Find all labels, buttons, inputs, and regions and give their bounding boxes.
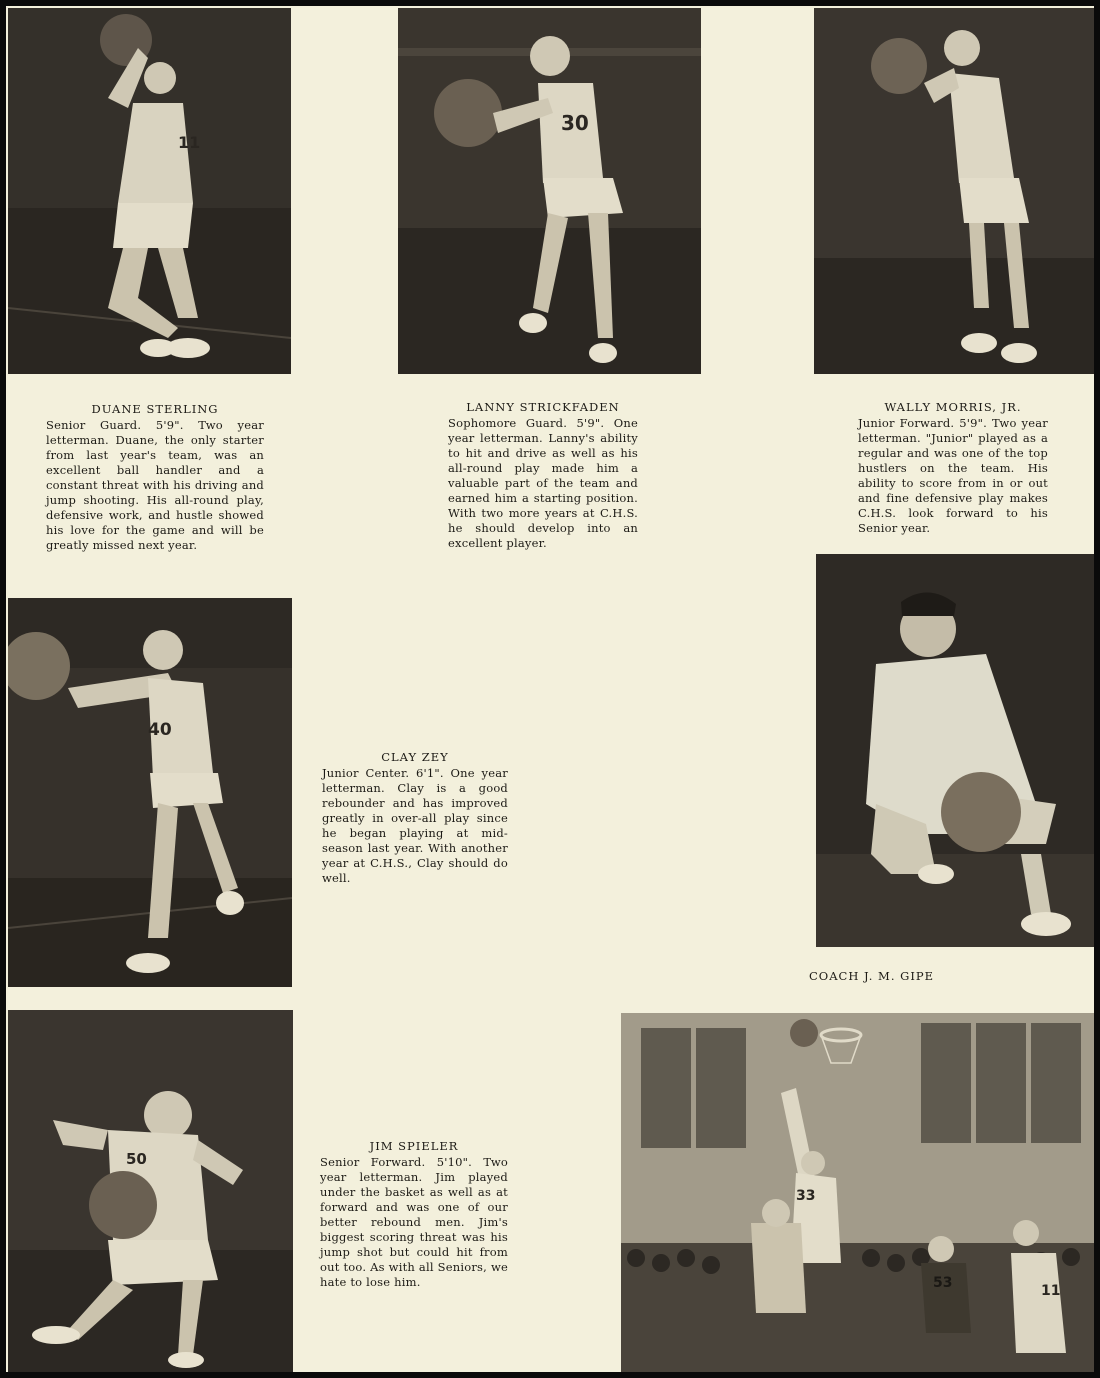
- photo-jim-spieler: [8, 1010, 293, 1372]
- caption-clay-zey: [322, 750, 508, 886]
- jersey-number: 53: [933, 1275, 953, 1291]
- jersey-number: 50: [126, 1150, 147, 1168]
- caption-duane-sterling: [46, 402, 264, 553]
- caption-jim-spieler: [320, 1139, 508, 1290]
- jersey-number: 30: [561, 111, 589, 135]
- photo-clay-zey: [8, 598, 292, 987]
- player-bio: Sophomore Guard. 5'9". One year letterman. Lanny's ability to hit and drive as well as his all-round play made him a valuable part of the team and earned him a starting position. With two more years at C.H.S. he should develop into an excellent player.: [448, 416, 638, 550]
- jersey-number: 33: [796, 1188, 816, 1204]
- player-name: JIM SPIELER: [369, 1139, 459, 1153]
- player-bio: Senior Guard. 5'9". Two year letterman. Duane, the only starter from last year's team, was an excellent ball handler and a constant threat with his driving and jump shooting. His all-round play, defensive work, and hustle showed his love for the game and will be greatly missed next year.: [46, 418, 264, 552]
- photo-coach: [816, 554, 1094, 947]
- caption-wally-morris: [858, 400, 1048, 536]
- jersey-number: 11: [178, 133, 201, 152]
- photo-wally-morris: [814, 8, 1094, 374]
- player-name: CLAY ZEY: [381, 750, 449, 764]
- player-bio: Junior Forward. 5'9". Two year letterman. "Junior" played as a regular and was one of the top hustlers on the team. His ability to score from in or out and fine defensive play makes C.H.S. look forward to his Senior year.: [858, 416, 1048, 535]
- photo-game-action: [621, 1013, 1094, 1372]
- caption-lanny-strickfaden: [448, 400, 638, 551]
- player-name: DUANE STERLING: [91, 402, 219, 416]
- coach-label: COACH J. M. GIPE: [809, 969, 934, 983]
- photo-lanny-strickfaden: [398, 8, 701, 374]
- yearbook-page: [6, 6, 1094, 1372]
- player-name: WALLY MORRIS, JR.: [884, 400, 1022, 414]
- jersey-number: 40: [148, 720, 172, 740]
- jersey-number: 11: [1041, 1283, 1061, 1299]
- photo-duane-sterling: [8, 8, 291, 374]
- player-bio: Senior Forward. 5'10". Two year letterman. Jim played under the basket as well as at forward and was one of our better rebound men. Jim's biggest scoring threat was his jump shot but could hit from out too. As with all Seniors, we hate to lose him.: [320, 1155, 508, 1289]
- player-bio: Junior Center. 6'1". One year letterman. Clay is a good rebounder and has improved greatly in over-all play since he began playing at mid-season last year. With another year at C.H.S., Clay should do well.: [322, 766, 508, 885]
- player-name: LANNY STRICKFADEN: [466, 400, 620, 414]
